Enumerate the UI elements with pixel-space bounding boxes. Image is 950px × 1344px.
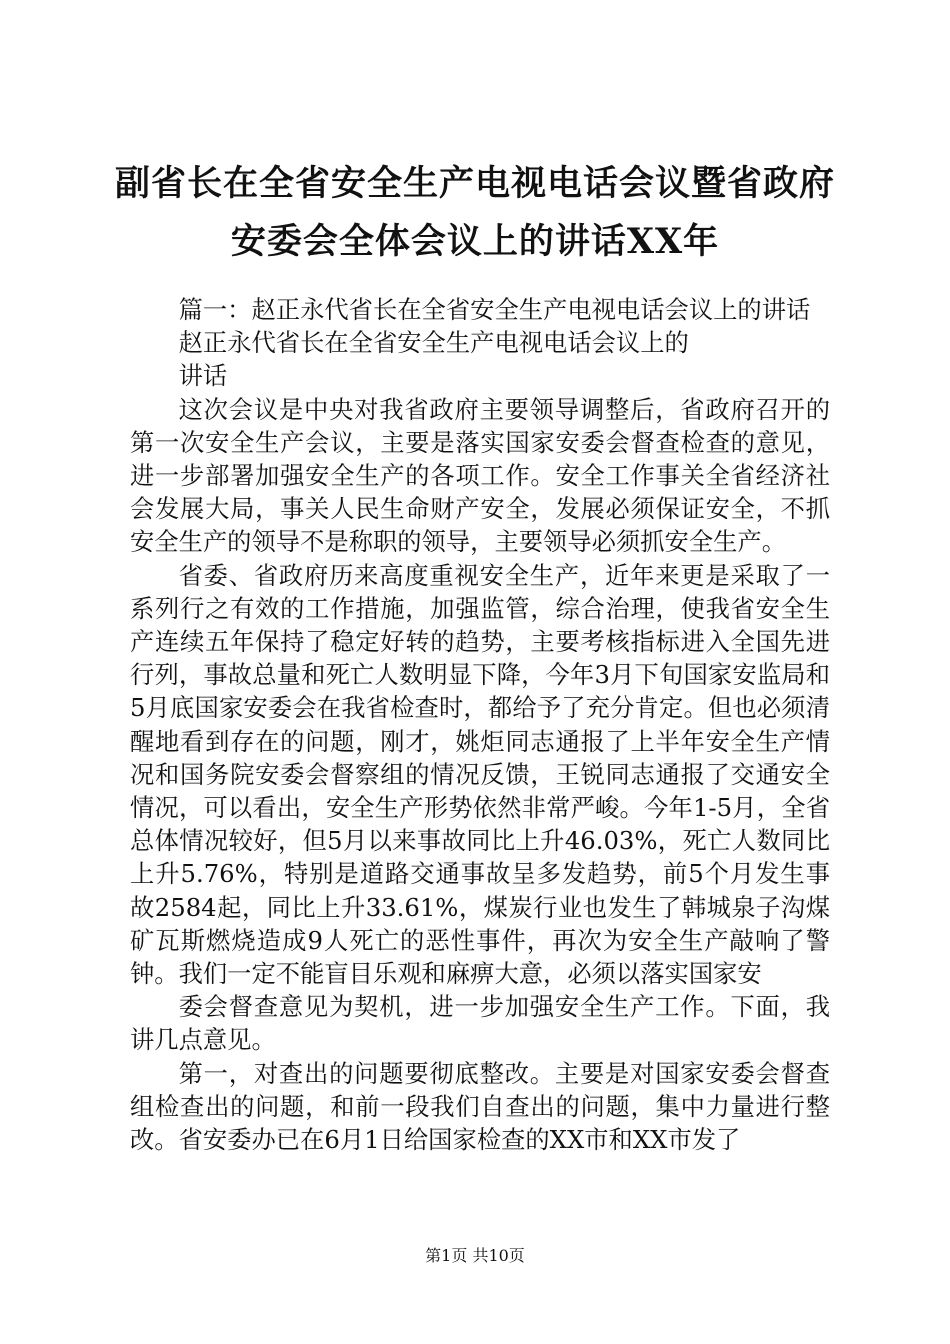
paragraph-subtitle: 赵正永代省长在全省安全生产电视电话会议上的 <box>178 328 689 358</box>
document-title-line-1: 副省长在全省安全生产电视电话会议暨省政府 <box>114 163 835 204</box>
paragraph-body: 省委、省政府历来高度重视安全生产，近年来更是采取了一系列行之有效的工作措施，加强监管，综合治理，使我省安全生产连续五年保持了稳定好转的趋势，主要考核指标进入全国先进行列，事故总量和死亡人数明显下降，今年3月下旬国家安监局和5月底国家安委会在我省检查时，都给予了充分肯定。但也必须清醒地看到存在的问题，刚才，姚炬同志通报了上半年安全生产情况和国务院安委会督察组的情况反馈，王锐同志通报了交通安全情况，可以看出，安全生产形势依然非常严峻。今年1-5月，全省总体情况较好，但5月以来事故同比上升46.03%，死亡人数同比上升5.76%，特别是道路交通事故呈多发趋势，前5个月发生事故2584起，同比上升33.61%，煤炭行业也发生了韩城泉子沟煤矿瓦斯燃烧造成9人死亡的恶性事件，再次为安全生产敲响了警钟。我们一定不能盲目乐观和麻痹大意，必须以落实国家安 <box>130 560 830 989</box>
paragraph-subtitle-cont: 讲话 <box>178 361 228 391</box>
paragraph-body: 第一，对查出的问题要彻底整改。主要是对国家安委会督查组检查出的问题，和前一段我们自查出的问题，集中力量进行整改。省安委办已在6月1日给国家检查的XX市和XX市发了 <box>130 1058 830 1155</box>
page-footer: 第1页 共10页 <box>425 1246 525 1265</box>
document-body <box>130 293 830 1156</box>
paragraph-body: 委会督查意见为契机，进一步加强安全生产工作。下面，我讲几点意见。 <box>130 992 830 1055</box>
paragraph-section-heading: 篇一：赵正永代省长在全省安全生产电视电话会议上的讲话 <box>178 295 811 324</box>
paragraph-body: 这次会议是中央对我省政府主要领导调整后，省政府召开的第一次安全生产会议，主要是落实国家安委会督查检查的意见，进一步部署加强安全生产的各项工作。安全工作事关全省经济社会发展大局，事关人民生命财产安全，发展必须保证安全，不抓安全生产的领导不是称职的领导，主要领导必须抓安全生产。 <box>130 394 830 557</box>
document-title-line-2: 安委会全体会议上的讲话XX年 <box>230 221 720 262</box>
